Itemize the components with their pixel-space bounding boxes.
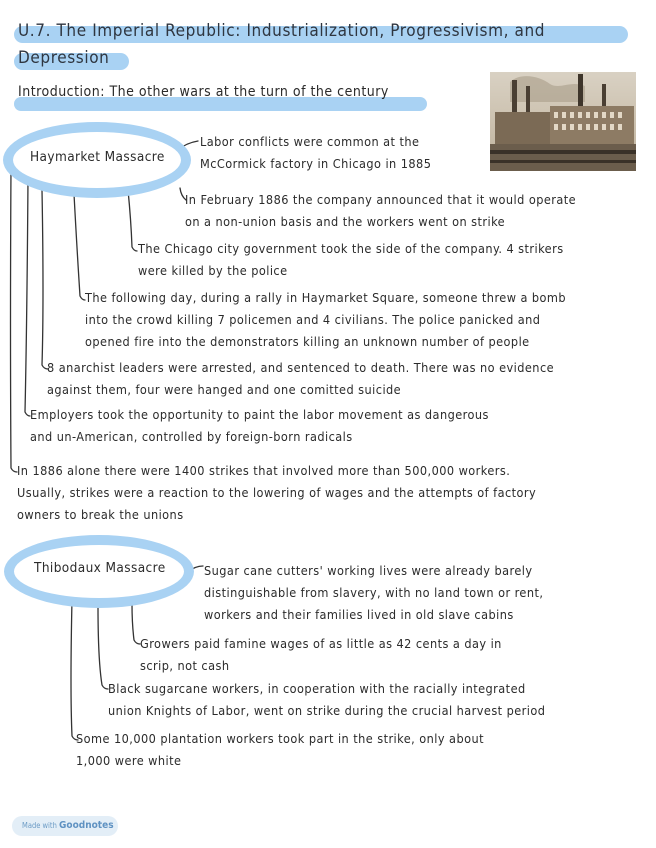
haymarket-note-5: 8 anarchist leaders were arrested, and sentenced to death. There was no evidence against them, four were hanged and one comitted suicide (47, 360, 555, 397)
haymarket-note-7: In 1886 alone there were 1400 strikes that involved more than 500,000 workers. Usually, strikes were a reaction to the lowering of wages and the attempts of factory owners to break the unions (17, 463, 537, 522)
thibodaux-note-1: Sugar cane cutters' working lives were already barely distinguishable from slavery, with no land town or rent, workers and their families lived in old slave cabins (204, 563, 544, 622)
thibodaux-note-3: Black sugarcane workers, in cooperation with the racially integrated union Knights of Labor, went on strike during the crucial harvest period (108, 681, 546, 718)
badge-brand: Goodnotes (59, 820, 114, 831)
haymarket-note-2: In February 1886 the company announced that it would operate on a non-union basis and the workers went on strike (185, 192, 577, 229)
thibodaux-note-2: Growers paid famine wages of as little as 42 cents a day in scrip, not cash (140, 636, 502, 673)
made-with-goodnotes-badge[interactable] (12, 816, 118, 836)
page-title-line-2: Depression (18, 48, 110, 68)
haymarket-note-4: The following day, during a rally in Haymarket Square, someone threw a bomb into the crowd killing 7 policemen and 4 civilians. The police panicked and opened fire into the demonstrators killing an unknown number of people (85, 290, 567, 349)
haymarket-note-6: Employers took the opportunity to paint the labor movement as dangerous and un-American, controlled by foreign-born radicals (30, 407, 489, 444)
haymarket-note-1: Labor conflicts were common at the McCormick factory in Chicago in 1885 (200, 134, 432, 171)
intro-heading: Introduction: The other wars at the turn of the century (18, 84, 389, 100)
haymarket-note-3: The Chicago city government took the side of the company. 4 strikers were killed by the police (138, 241, 564, 278)
badge-prefix: Made with (22, 821, 57, 830)
thibodaux-label: Thibodaux Massacre (34, 560, 166, 576)
haymarket-label: Haymarket Massacre (30, 149, 165, 165)
thibodaux-note-4: Some 10,000 plantation workers took part in the strike, only about 1,000 were white (76, 731, 484, 768)
page-title-line-1: U.7. The Imperial Republic: Industrialization, Progressivism, and (18, 21, 546, 41)
